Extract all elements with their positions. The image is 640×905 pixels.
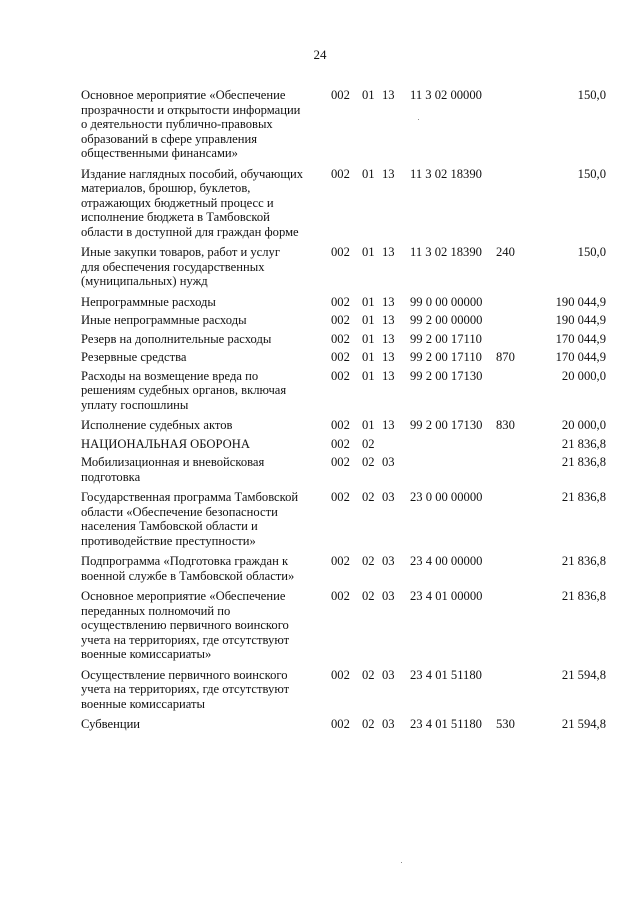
scan-speck <box>401 862 402 863</box>
row-amount: 21 594,8 <box>561 667 606 682</box>
table-row <box>0 167 640 240</box>
row-section-code: 02 <box>362 589 375 603</box>
row-name-line: переданных полномочий по <box>81 603 231 618</box>
row-name-line: Основное мероприятие «Обеспечение <box>81 589 286 603</box>
row-amount: 20 000,0 <box>561 418 606 432</box>
row-subsection-code: 13 <box>382 88 395 102</box>
table-row <box>0 313 640 328</box>
row-amount: 21 836,8 <box>561 589 606 603</box>
row-section-code: 02 <box>362 717 375 731</box>
row-target-article: 23 4 01 51180 <box>410 717 482 731</box>
table-row <box>0 490 640 548</box>
row-name-line: для обеспечения государственных <box>81 259 265 274</box>
row-section-code: 01 <box>362 368 375 383</box>
row-name-line: исполнение бюджета в Тамбовской <box>81 210 270 224</box>
row-name-line: учета на территориях, где отсутствуют <box>81 682 290 696</box>
row-section-code: 01 <box>362 245 375 259</box>
table-row <box>0 437 640 452</box>
row-section-code: 02 <box>362 554 375 568</box>
row-ved-code: 002 <box>331 313 350 327</box>
row-amount: 21 836,8 <box>561 436 606 451</box>
row-name <box>81 490 313 548</box>
row-subsection-code: 03 <box>382 490 395 504</box>
row-target-article: 23 0 00 00000 <box>410 490 483 504</box>
row-name-line: (муниципальных) нужд <box>81 274 208 288</box>
row-name <box>81 350 313 365</box>
row-name <box>81 668 313 712</box>
row-name <box>81 717 313 732</box>
row-target-article: 99 2 00 00000 <box>410 313 483 327</box>
table-row <box>0 88 640 161</box>
row-name-line: Подпрограмма «Подготовка граждан к <box>81 554 289 568</box>
row-name-line: Издание наглядных пособий, обучающих <box>81 166 304 181</box>
row-target-article: 23 4 01 00000 <box>410 589 483 603</box>
table-row <box>0 418 640 433</box>
row-expense-type: 830 <box>496 418 515 432</box>
row-name <box>81 418 313 433</box>
row-ved-code: 002 <box>331 418 350 432</box>
row-expense-type: 870 <box>496 350 515 364</box>
row-ved-code: 002 <box>331 331 350 346</box>
row-name-line: Непрограммные расходы <box>81 294 216 309</box>
row-name-line: осуществлению первичного воинского <box>81 618 289 632</box>
row-target-article: 11 3 02 18390 <box>410 166 482 181</box>
row-name-line: отражающих бюджетный процесс и <box>81 195 274 210</box>
row-ved-code: 002 <box>331 368 350 383</box>
row-target-article: 99 2 00 17130 <box>410 368 483 383</box>
row-subsection-code: 03 <box>382 455 395 469</box>
budget-table <box>0 88 640 736</box>
row-ved-code: 002 <box>331 490 350 504</box>
row-ved-code: 002 <box>331 436 350 451</box>
row-target-article: 99 2 00 17110 <box>410 350 482 364</box>
row-subsection-code: 03 <box>382 589 395 603</box>
row-name-line: Основное мероприятие «Обеспечение <box>81 88 286 102</box>
row-name-line: Расходы на возмещение вреда по <box>81 368 259 383</box>
table-row <box>0 668 640 712</box>
row-section-code: 01 <box>362 350 375 364</box>
row-amount: 190 044,9 <box>555 294 606 309</box>
row-section-code: 01 <box>362 418 375 432</box>
row-name-line: Осуществление первичного воинского <box>81 667 288 682</box>
row-subsection-code: 13 <box>382 166 395 181</box>
row-amount: 190 044,9 <box>555 313 606 327</box>
row-name-line: подготовка <box>81 469 141 484</box>
row-name-line: Исполнение судебных актов <box>81 418 233 432</box>
row-name-line: прозрачности и открытости информации <box>81 102 301 117</box>
row-name <box>81 437 313 452</box>
row-target-article: 11 3 02 18390 <box>410 245 482 259</box>
row-name-line: Мобилизационная и вневойсковая <box>81 455 265 469</box>
row-name <box>81 369 313 413</box>
row-amount: 150,0 <box>577 166 606 181</box>
row-name-line: о деятельности публично-правовых <box>81 117 273 131</box>
row-amount: 170 044,9 <box>555 350 606 364</box>
row-subsection-code: 13 <box>382 368 395 383</box>
table-row <box>0 245 640 289</box>
row-ved-code: 002 <box>331 667 350 682</box>
row-section-code: 01 <box>362 294 375 309</box>
row-subsection-code: 13 <box>382 418 395 432</box>
row-subsection-code: 13 <box>382 350 395 364</box>
row-amount: 150,0 <box>577 245 606 259</box>
row-name-line: области «Обеспечение безопасности <box>81 504 278 519</box>
row-section-code: 01 <box>362 166 375 181</box>
row-name-line: учета на территориях, где отсутствуют <box>81 632 290 647</box>
row-expense-type: 530 <box>496 717 515 731</box>
row-amount: 20 000,0 <box>561 368 606 383</box>
row-target-article: 23 4 00 00000 <box>410 554 483 568</box>
row-name <box>81 332 313 347</box>
row-subsection-code: 03 <box>382 667 395 682</box>
row-name-line: военные комиссариаты <box>81 696 206 711</box>
table-row <box>0 332 640 347</box>
scan-speck <box>418 119 419 120</box>
row-ved-code: 002 <box>331 717 350 731</box>
row-amount: 21 836,8 <box>561 554 606 568</box>
row-ved-code: 002 <box>331 455 350 469</box>
row-name-line: общественными финансами» <box>81 146 238 160</box>
row-target-article: 99 2 00 17110 <box>410 331 482 346</box>
row-name-line: населения Тамбовской области и <box>81 519 258 533</box>
row-amount: 21 594,8 <box>561 717 606 731</box>
row-ved-code: 002 <box>331 554 350 568</box>
row-name-line: материалов, брошюр, буклетов, <box>81 181 251 195</box>
row-subsection-code: 13 <box>382 245 395 259</box>
row-section-code: 01 <box>362 88 375 102</box>
row-name <box>81 245 313 289</box>
row-subsection-code: 03 <box>382 717 395 731</box>
row-name-line: Резерв на дополнительные расходы <box>81 331 272 346</box>
table-row <box>0 455 640 484</box>
table-row <box>0 369 640 413</box>
row-section-code: 01 <box>362 331 375 346</box>
row-name-line: образований в сфере управления <box>81 131 257 146</box>
row-name-line: НАЦИОНАЛЬНАЯ ОБОРОНА <box>81 436 250 451</box>
row-subsection-code: 13 <box>382 294 395 309</box>
row-section-code: 02 <box>362 490 375 504</box>
row-ved-code: 002 <box>331 294 350 309</box>
row-ved-code: 002 <box>331 589 350 603</box>
table-row <box>0 295 640 310</box>
row-section-code: 02 <box>362 436 375 451</box>
row-name <box>81 313 313 328</box>
row-subsection-code: 13 <box>382 331 395 346</box>
row-ved-code: 002 <box>331 88 350 102</box>
row-subsection-code: 03 <box>382 554 395 568</box>
row-name-line: Субвенции <box>81 717 141 731</box>
row-name <box>81 167 313 240</box>
row-name-line: решениям судебных органов, включая <box>81 383 287 397</box>
row-name-line: военной службе в Тамбовской области» <box>81 568 295 583</box>
row-amount: 21 836,8 <box>561 490 606 504</box>
table-row <box>0 554 640 583</box>
row-ved-code: 002 <box>331 166 350 181</box>
row-section-code: 02 <box>362 455 375 469</box>
row-target-article: 23 4 01 51180 <box>410 667 482 682</box>
row-target-article: 99 2 00 17130 <box>410 418 483 432</box>
row-name <box>81 88 313 161</box>
row-ved-code: 002 <box>331 350 350 364</box>
row-section-code: 02 <box>362 667 375 682</box>
row-subsection-code: 13 <box>382 313 395 327</box>
row-name-line: области в доступной для граждан форме <box>81 224 299 239</box>
row-name <box>81 554 313 583</box>
row-target-article: 11 3 02 00000 <box>410 88 482 102</box>
row-name-line: Иные непрограммные расходы <box>81 313 247 327</box>
row-amount: 21 836,8 <box>561 455 606 469</box>
row-name <box>81 295 313 310</box>
row-expense-type: 240 <box>496 245 515 259</box>
row-name-line: Иные закупки товаров, работ и услуг <box>81 245 281 259</box>
row-name-line: Резервные средства <box>81 350 187 364</box>
row-amount: 150,0 <box>577 88 606 102</box>
row-name-line: уплату госпошлины <box>81 397 189 412</box>
row-name-line: военные комиссариаты» <box>81 647 212 661</box>
row-target-article: 99 0 00 00000 <box>410 294 483 309</box>
table-row <box>0 589 640 662</box>
row-name-line: Государственная программа Тамбовской <box>81 490 299 504</box>
row-name <box>81 455 313 484</box>
table-row <box>0 350 640 365</box>
row-name-line: противодействие преступности» <box>81 533 256 548</box>
row-name <box>81 589 313 662</box>
row-amount: 170 044,9 <box>555 331 606 346</box>
row-section-code: 01 <box>362 313 375 327</box>
row-ved-code: 002 <box>331 245 350 259</box>
page-number: 24 <box>313 47 327 62</box>
table-row <box>0 717 640 732</box>
